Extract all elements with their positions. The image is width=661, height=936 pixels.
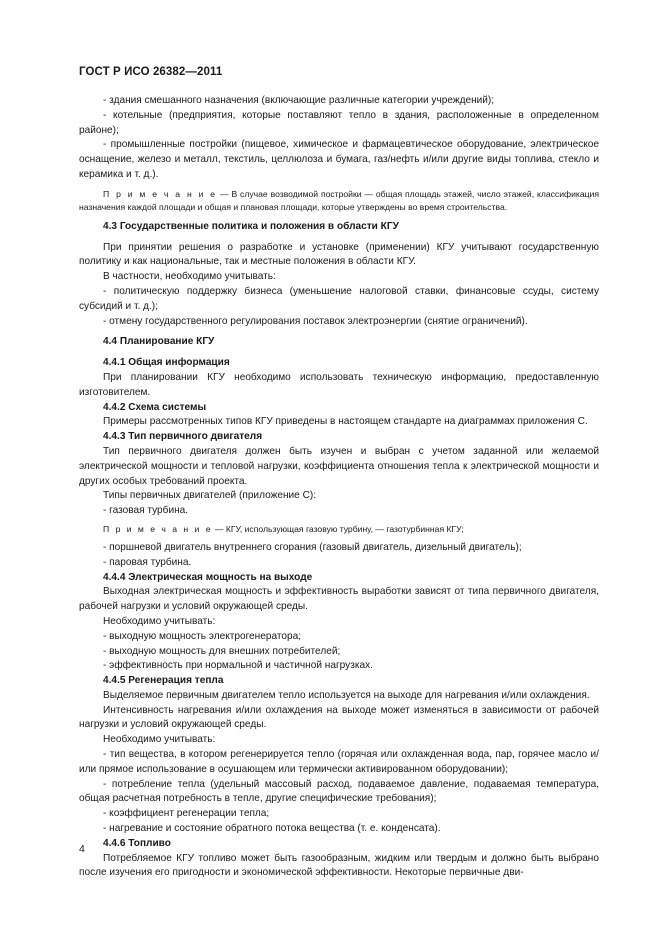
subsection-heading-4-4-3: 4.4.3 Тип первичного двигателя [103,431,263,443]
list-item: - коэффициент регенерации тепла; [103,808,270,820]
paragraph: Типы первичных двигателей (приложение С): [103,490,317,502]
note-text: — В случае возводимой постройки — общая площадь этажей, число этажей, классификация назначения каждой площади и общая и плановая площади, которые утверждены во время строительства. [79,188,599,212]
list-item: - выходную мощность электрогенератора; [103,630,302,642]
note-paragraph [79,188,599,214]
list-item: - потребление тепла (удельный массовый расход, подаваемое давление, подаваемая температура, общая расчетная потребность в тепле, другие специфические требования); [79,778,599,805]
list-item: - отмену государственного регулирования поставок электроэнергии (снятие ограничений). [103,315,528,327]
subsection-heading-4-4-2: 4.4.2 Схема системы [103,401,207,413]
list-item: - эффективность при нормальной и частичной нагрузках. [103,660,373,672]
list-item: - газовая турбина. [103,505,189,517]
paragraph: При принятии решения о разработке и установке (применении) КГУ учитывают государственную политику и как национальные, так и местные положения в области КГУ. [79,241,599,268]
subsection-heading-4-4-6: 4.4.6 Топливо [103,837,171,849]
note-text: — КГУ, использующая газовую турбину, — газотурбинная КГУ; [212,523,464,534]
subsection-heading-4-4-5: 4.4.5 Регенерация тепла [103,675,224,687]
list-item: - тип вещества, в котором регенерируется тепло (горячая или охлажденная вода, пар, горячее масло и/или прямое использование в осушающем или термически активированном оборудовании); [79,749,599,775]
list-item: - выходную мощность для внешних потребителей; [103,645,341,657]
section-heading-4-3: 4.3 Государственные политика и положения в области КГУ [103,220,399,232]
paragraph: Выделяемое первичным двигателем тепло используется на выходе для нагревания и/или охлаждения. [103,689,590,701]
paragraph: Выходная электрическая мощность и эффективность выработки зависят от типа первичного двигателя, рабочей нагрузки и условий окружающей среды. [79,586,599,613]
list-item: - котельные (предприятия, которые поставляют тепло в здания, расположенные в определенном районе); [79,109,599,136]
list-item: - нагревание и состояние обратного потока вещества (т. е. конденсата). [103,823,441,835]
section-heading-4-4: 4.4 Планирование КГУ [103,336,215,348]
note-paragraph [79,523,599,536]
list-item: - поршневой двигатель внутреннего сгорания (газовый двигатель, дизельный двигатель); [103,541,522,553]
list-item: - паровая турбина. [103,556,192,568]
list-item: - здания смешанного назначения (включающие различные категории учреждений); [103,95,495,106]
paragraph: Потребляемое КГУ топливо может быть газообразным, жидким или твердым и должно быть выбрано после изучения его пригодности и экономической эффективности. Некоторые первичные дви- [79,852,599,879]
list-item: - промышленные постройки (пищевое, химическое и фармацевтическое оборудование, электрическое оснащение, железо и металл, текстиль, целлюлоза и бумага, газ/нефть и/или другие виды топлива, стекло и керамика и т. д.). [79,139,599,180]
note-label: П р и м е ч а н и е [103,188,218,199]
subsection-heading-4-4-1: 4.4.1 Общая информация [103,357,230,369]
subsection-heading-4-4-4: 4.4.4 Электрическая мощность на выходе [103,571,313,583]
paragraph: Необходимо учитывать: [103,734,216,746]
page-content [79,94,599,881]
paragraph: В частности, необходимо учитывать: [103,271,276,283]
page-number: 4 [79,843,85,855]
paragraph: Необходимо учитывать: [103,615,216,627]
document-header: ГОСТ Р ИСО 26382—2011 [79,66,223,78]
paragraph: Примеры рассмотренных типов КГУ приведены в настоящем стандарте на диаграммах приложения С. [103,416,588,428]
list-item: - политическую поддержку бизнеса (уменьшение налоговой ставки, финансовые ссуды, систему субсидий и т. д.); [79,285,599,312]
paragraph: При планировании КГУ необходимо использовать техническую информацию, предоставленную изготовителем. [79,371,599,398]
paragraph: Тип первичного двигателя должен быть изучен и выбран с учетом заданной или желаемой электрической мощности и тепловой нагрузки, коэффициента отношения тепла к электрической мощности и других особых требований проекта. [79,445,599,487]
paragraph: Интенсивность нагревания и/или охлаждения на выходе может изменяться в зависимости от рабочей нагрузки и условий окружающей среды. [79,704,599,731]
note-label: П р и м е ч а н и е [103,523,213,534]
